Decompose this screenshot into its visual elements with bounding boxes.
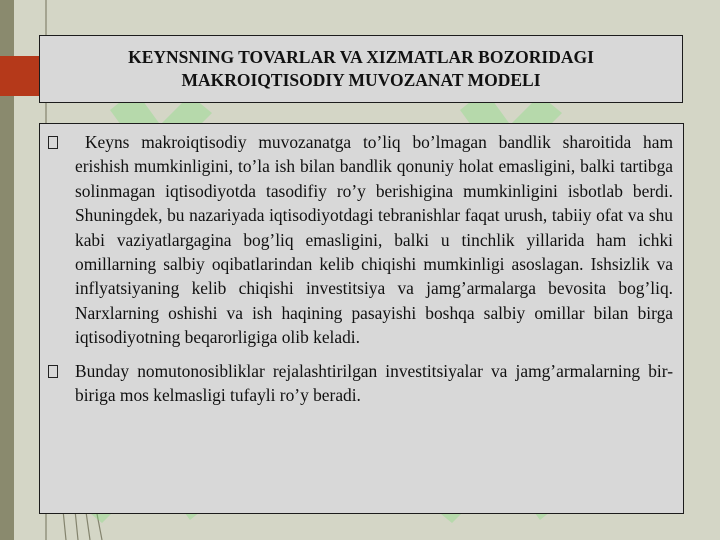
slide-title xyxy=(128,46,594,92)
square-bullet-icon xyxy=(48,365,58,378)
title-box xyxy=(39,35,683,103)
paragraph-2 xyxy=(48,359,673,408)
paragraph-1 xyxy=(48,130,673,350)
paragraph-1-text: Keyns makroiqtisodiy muvozanatga to’liq bo’lmagan bandlik sharoitida ham erishish mumkinligini, to’la ish bilan bandlik qonuniy holat emasligini, balki tartibga solinmagan iqtisodiyotda tasodifiy ro’y berishigina mumkinligini isbotlab berdi. Shuningdek, bu nazariyada iqtisodiyotdagi tebranishlar faqat urush, tabiiy ofat va shu kabi vaziyatlargagina bog’liq emasligini, balki u tinchlik yillarida ham ichki omillarning salbiy oqibatlarindan kelib chiqishi mumkinligi asoslagan. Ishsizlik va inflyatsiyaning kelib chiqishi investitsiya va jamg’armalarga bevosita bog’liq. Narxlarning oshishi va ish haqining pasayishi boshqa salbiy omillar bilan birga iqtisodiyotning beqarorligiga olib keladi. xyxy=(75,132,673,348)
square-bullet-icon xyxy=(48,136,58,149)
title-line-2: MAKROIQTISODIY MUVOZANAT MODELI xyxy=(181,70,541,90)
accent-bar xyxy=(0,56,40,96)
paragraph-2-text: Bunday nomutonosibliklar rejalashtirilgan investitsiyalar va jamg’armalarning bir-biriga mos kelmasligi tufayli ro’y beradi. xyxy=(75,360,673,406)
content-box xyxy=(39,123,684,514)
title-line-1: KEYNSNING TOVARLAR VA XIZMATLAR BOZORIDAGI xyxy=(128,47,594,67)
